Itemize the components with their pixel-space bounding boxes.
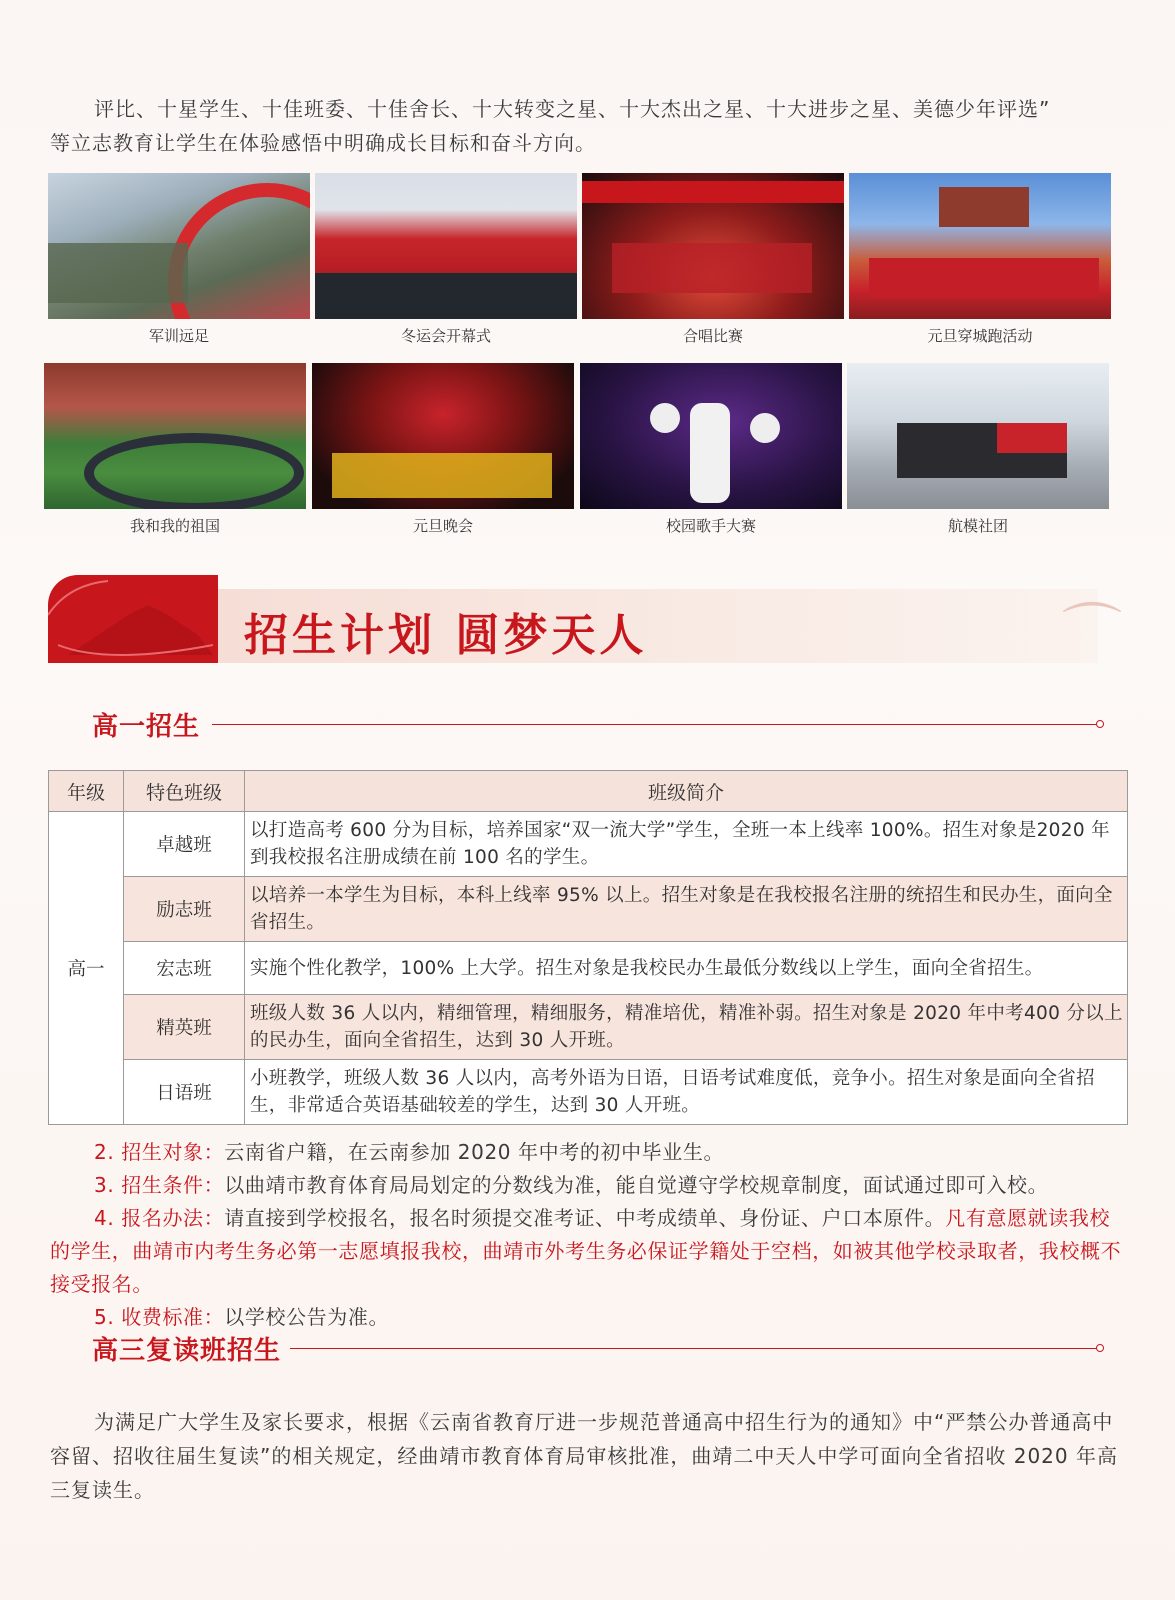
- class-name-cell: 精英班: [124, 995, 245, 1060]
- table-row: [49, 812, 1128, 877]
- class-desc-cell: 实施个性化教学，100% 上大学。招生对象是我校民办生最低分数线以上学生，面向全省招生。: [245, 942, 1128, 995]
- table-header: 班级简介: [245, 771, 1128, 812]
- photo-card: [315, 173, 577, 346]
- intro-line-2: 等立志教育让学生在体验感悟中明确成长目标和奋斗方向。: [50, 131, 596, 155]
- class-name-cell: 日语班: [124, 1060, 245, 1125]
- temple-icon: [48, 575, 218, 663]
- repeat-description: [50, 1405, 1130, 1507]
- photo-card: [48, 173, 310, 346]
- heading-rule-dot: [1096, 1344, 1104, 1352]
- intro-line-1: 评比、十星学生、十佳班委、十佳舍长、十大转变之星、十大杰出之星、十大进步之星、美德少年评选”: [94, 97, 1051, 121]
- repeat-text: 为满足广大学生及家长要求，根据《云南省教育厅进一步规范普通高中招生行为的通知》中“严禁公办普通高中容留、招收往届生复读”的相关规定，经曲靖市教育体育局审核批准，曲靖二中天人中学可面向全省招收 2020 年高三复读生。: [50, 1410, 1118, 1502]
- table-header: 特色班级: [124, 771, 245, 812]
- class-desc-cell: 以打造高考 600 分为目标，培养国家“双一流大学”学生，全班一本上线率 100%。招生对象是2020 年到我校报名注册成绩在前 100 名的学生。: [245, 812, 1128, 877]
- rule-text: 请直接到学校报名，报名时须提交准考证、中考成绩单、身份证、户口本原件。: [224, 1206, 946, 1230]
- heading-rule-dot: [1096, 720, 1104, 728]
- table-row: [49, 995, 1128, 1060]
- class-name-cell: 宏志班: [124, 942, 245, 995]
- class-desc-cell: 小班教学，班级人数 36 人以内，高考外语为日语，日语考试难度低，竞争小。招生对象是面向全省招生，非常适合英语基础较差的学生，达到 30 人开班。: [245, 1060, 1128, 1125]
- photo-card: [582, 173, 844, 346]
- enrollment-rules: [50, 1136, 1130, 1334]
- heading-rule: [290, 1348, 1098, 1349]
- table-row: [49, 942, 1128, 995]
- table-header: 年级: [49, 771, 124, 812]
- photo-caption: 我和我的祖国: [129, 517, 220, 535]
- rule-label: 4. 报名办法：: [94, 1206, 225, 1230]
- photo-card: [44, 363, 306, 536]
- table-row: [49, 877, 1128, 942]
- rule-label: 2. 招生对象：: [94, 1140, 225, 1164]
- photo-caption: 元旦穿城跑活动: [927, 327, 1033, 345]
- rule-warning: 凡有意愿就读我校的学生，曲靖市内考生务必第一志愿填报我校，曲靖市外考生务必保证学籍处于空档，如被其他学校录取者，我校概不接受报名。: [50, 1206, 1122, 1296]
- watermark-glyph-icon: ⌒: [1062, 598, 1122, 668]
- photo-winter-games: [315, 173, 577, 319]
- photo-caption: 冬运会开幕式: [400, 327, 491, 345]
- photo-caption: 合唱比赛: [682, 327, 743, 345]
- photo-singer-contest: [580, 363, 842, 509]
- photo-my-motherland: [44, 363, 306, 509]
- rule-label: 3. 招生条件：: [94, 1173, 225, 1197]
- rule-item: [50, 1202, 1130, 1301]
- section-band-emblem: [48, 575, 218, 663]
- class-desc-cell: 以培养一本学生为目标，本科上线率 95% 以上。招生对象是在我校报名注册的统招生和民办生，面向全省招生。: [245, 877, 1128, 942]
- section-title: 招生计划 圆梦天人: [244, 610, 648, 661]
- rule-item: [50, 1169, 1130, 1202]
- rule-label: 5. 收费标准：: [94, 1305, 225, 1329]
- photo-caption: 航模社团: [947, 517, 1008, 535]
- table-row: [49, 1060, 1128, 1125]
- intro-text: [50, 92, 1125, 160]
- rule-item: [50, 1136, 1130, 1169]
- section-header: [48, 575, 1128, 668]
- photo-caption: 元旦晚会: [412, 517, 473, 535]
- class-desc-cell: 班级人数 36 人以内，精细管理，精细服务，精准培优，精准补弱。招生对象是 2020 年中考400 分以上的民办生，面向全省招生，达到 30 人开班。: [245, 995, 1128, 1060]
- enrollment-table: [48, 770, 1128, 1125]
- photo-card: [847, 363, 1109, 536]
- class-name-cell: 励志班: [124, 877, 245, 942]
- rule-text: 以曲靖市教育体育局局划定的分数线为准，能自觉遵守学校规章制度，面试通过即可入校。: [224, 1173, 1049, 1197]
- class-name-cell: 卓越班: [124, 812, 245, 877]
- photo-card: [580, 363, 842, 536]
- photo-military-training: [48, 173, 310, 319]
- grade1-heading: 高一招生: [92, 712, 201, 742]
- photo-model-aircraft-club: [847, 363, 1109, 509]
- rule-text: 云南省户籍，在云南参加 2020 年中考的初中毕业生。: [224, 1140, 725, 1164]
- photo-caption: 校园歌手大赛: [665, 517, 756, 535]
- photo-choir: [582, 173, 844, 319]
- grade-cell: 高一: [49, 812, 124, 1125]
- photo-new-year-run: [849, 173, 1111, 319]
- photo-card: [312, 363, 574, 536]
- photo-new-year-gala: [312, 363, 574, 509]
- repeat-heading: 高三复读班招生: [92, 1336, 282, 1366]
- photo-card: [849, 173, 1111, 346]
- photo-caption: 军训远足: [148, 327, 209, 345]
- heading-rule: [212, 724, 1098, 725]
- rule-text: 以学校公告为准。: [224, 1305, 390, 1329]
